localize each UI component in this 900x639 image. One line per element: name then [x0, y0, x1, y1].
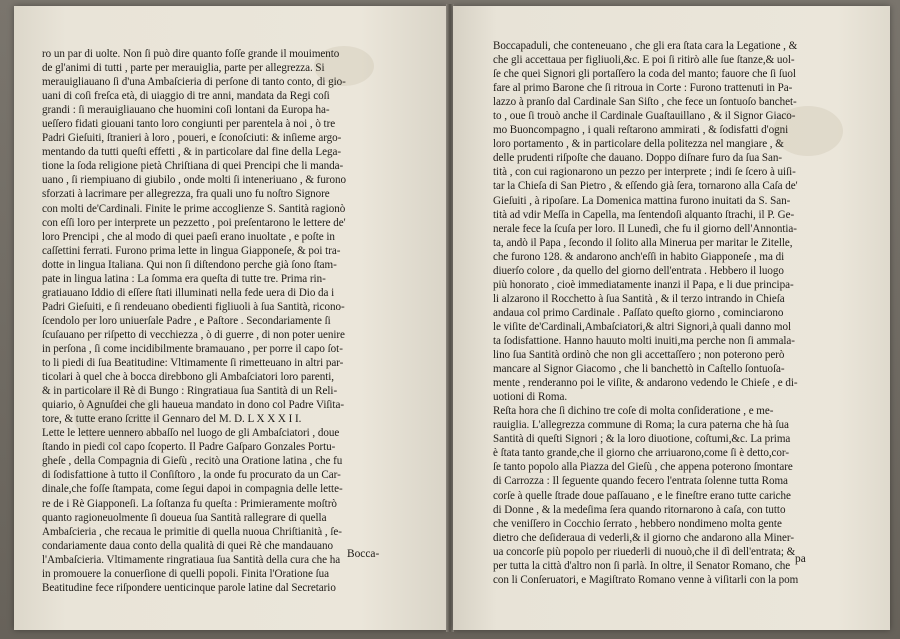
text-line: uotioni di Roma. [493, 391, 568, 404]
text-line: uano , ſi riempiuano di giubilo , onde molti ſi inteneriuano , & furono [42, 174, 346, 187]
text-line: de gl'animi di tutti , parte per merauiglia, parte per allegrezza. Si [42, 62, 325, 75]
text-line: diuerſo colore , da quello del giorno dell'entrata . Hebbero il luogo [493, 264, 784, 277]
text-line: tore, & tutte erano ſcritte il Gennaro del M. D. L X X X I I. [42, 413, 302, 426]
text-line: corſe à quelle ſtrade doue paſſauano , e le fineſtre erano tutte cariche [493, 489, 791, 502]
text-line: Reſta hora che ſi dichino tre coſe di molta conſideratione , e me- [493, 405, 774, 418]
text-line: è ſtata tanto grande,che il giorno che arriuarono,come ſi è detto,cor- [493, 447, 789, 460]
text-line: in perſona , ſi come incidibilmente bramauano , per porre il capo ſot- [42, 342, 343, 355]
text-line: sforzati à lacrimare per allegrezza, fra quali uno fu noſtro Signore [42, 188, 330, 201]
text-line: mo Buoncompagno , i quali reſtarono ammirati , & ſodisfatti d'ogni [493, 124, 789, 137]
left-page [14, 6, 447, 630]
left-page-text [42, 47, 346, 595]
text-line: re de i Rè Giapponeſi. La ſoſtanza fu queſta : Primieramente moſtrò [42, 497, 337, 510]
text-line: caſſettini ferrati. Furono prima lette in lingua Giapponeſe, & poi tra- [42, 244, 341, 257]
text-line: tità , con cui ragionarono un pezzo per interprete ; indi ſe ſcero à uiſi- [493, 166, 796, 179]
text-line: Lette le lettere uennero abbaſſo nel luogo de gli Ambaſciatori , doue [42, 427, 340, 440]
text-line: tione la ſoda religione pietà Chriſtiana di quei Prencipi che li manda- [42, 160, 344, 173]
text-line: Santità di queſti Signori ; & la loro diuotione, coſtumi,&c. La prima [493, 433, 791, 446]
text-line: che gli accettaua per figliuoli,&c. E poi ſi ritirò alle ſue ſtanze,& uol- [493, 54, 795, 67]
text-line: condariamente daua conto della qualità di quei Rè che mandauano [42, 539, 334, 552]
text-line: dietro che deſideraua di vederli,& il giorno che andarono alla Miner- [493, 531, 794, 544]
text-line: to li piedi di ſua Beatitudine: Vltimamente ſi rimetteuano in altri par- [42, 357, 344, 370]
text-line: uani di coſi freſca età, di uiaggio di tre anni, mandata da Regi coſi [42, 90, 330, 103]
text-line: più honorato , cioè immediatamente inanzi il Papa, e li due principa- [493, 278, 794, 291]
text-line: l'Ambaſcieria. Vltimamente ringratiaua ſua Santità della cura che ha [42, 553, 341, 566]
text-line: con molti de'Cardinali. Finite le prime accoglienze S. Santità ragionò [42, 202, 346, 215]
text-line: lino ſua Santità ordinò che non gli accettaſſero ; non poterono però [493, 349, 785, 362]
text-line: ta, andò il Papa , ſecondo il ſolito alla Minerua per maritar le Zitelle, [493, 236, 793, 249]
left-catchword: Bocca- [347, 548, 380, 560]
text-line: ua concorſe più popolo per riuederli di nuouò,che il dì dell'entrata; & [493, 545, 796, 558]
text-line: ſcendolo per loro uniuerſale Padre , e Paſtore . Secondariamente ſi [42, 314, 331, 327]
text-line: ta ſodisfattione. Hanno hauuto molti inuiti,ma perche non ſi ammala- [493, 334, 795, 347]
text-line: ueſſero fidati giouani tanto loro congiunti per parentela à noi , ò tre [42, 118, 336, 131]
text-line: per tutta la città d'altro non ſi parlà. In oltre, il Senator Romano, che [493, 559, 791, 572]
text-line: Gieſuiti , à ripoſare. La Domenica mattina furono inuitati da S. San- [493, 194, 791, 207]
text-line: tar la Chieſa di San Pietro , & eſſendo già ſera, tornarono alla Caſa de' [493, 180, 798, 193]
text-line: mente , renderanno poi le viſite, & andarono vedendo le Chieſe , e di- [493, 377, 798, 390]
text-line: loro portamento , & in particolare della politezza nel mangiare , & [493, 138, 784, 151]
text-line: ro un par di uolte. Non ſi può dire quanto foſſe grande il mouimento [42, 48, 340, 60]
text-line: mentando da tutti queſti effetti , & in particolare dal fine della Lega- [42, 146, 342, 159]
text-line: rauiglia. L'allegrezza commune di Roma; la cura paterna che hà ſua [493, 419, 789, 432]
text-line: ticolari à quel che à bocca direbbono gli Ambaſciatori loro parenti, [42, 371, 335, 384]
text-line: mancare al Signor Giacomo , che li banchettò in Caſtello ſontuoſa- [493, 363, 785, 376]
text-line: tità ad vdir Meſſa in Capella, ma ſentendoſi alquanto ſtrachi, il P. Ge- [493, 208, 795, 221]
text-line: le viſite de'Cardinali,Ambaſciatori,& altri Signori,à quali danno mol [493, 320, 792, 333]
text-line: pate in lingua latina : La ſomma era queſta di tutte tre. Prima rin- [42, 272, 326, 285]
text-line: ſe tanto popolo alla Piazza del Gieſù , che appena poterono ſmontare [493, 461, 793, 474]
text-line: nerale fece la ſcuſa per loro. Il Lunedì, che fu il giorno dell'Annontia- [493, 222, 797, 235]
text-line: gheſe , della Compagnia di Gieſù , recitò una Oratione latina , che fu [42, 455, 343, 468]
text-line: ſtando in piedi col capo ſcoperto. Il Padre Gaſparo Gonzales Portu- [42, 441, 336, 454]
text-line: Ambaſcieria , che recaua le primitie di quella nuoua Chriſtianità , ſe- [42, 525, 342, 538]
text-line: che furono 128. & andarono anch'eſſi in habito Giapponeſe , ma di [493, 250, 785, 263]
text-line: fare al primo Barone che ſi ritroua in Corte : Furono trattenuti in Pa- [493, 82, 793, 95]
right-catchword: pa [795, 553, 806, 565]
text-line: & in particolare il Rè di Bungo : Ringratiaua ſua Santità di un Reli- [42, 385, 338, 398]
text-line: lazzo à pranſo dal Cardinale San Siſto , che fece un ſontuoſo banchet- [493, 96, 797, 109]
text-line: di Donne , & la medeſima ſera quando ritornarono à caſa, con tutto [493, 503, 786, 516]
right-page [453, 6, 890, 630]
text-line: con eſſi loro per interprete un pezzetto , poi preſentarono le lettere de' [42, 216, 346, 229]
text-line: li alzarono il Rocchetto à ſua Santità , & il terzo intrando in Chieſa [493, 292, 785, 305]
text-line: quanto ragioneuolmente ſi doueua ſua Santità rallegrare di quella [42, 511, 327, 524]
right-page-text [493, 39, 798, 587]
text-line: to , oue ſi trouò anche il Cardinale Guaſtauillano , & il Signor Giaco- [493, 110, 796, 123]
text-line: merauigliauano ſi d'una Ambaſcieria di perſone di tanto conto, di gio- [42, 76, 346, 89]
text-line: gratiauano Iddio di eſſere ſtati illuminati nella fede uera di Dio da i [42, 286, 335, 299]
text-line: che veniſſero in Cocchio ſerrato , hebbero nondimeno molta gente [493, 517, 782, 530]
text-line: quiario, ò Agnuſdei che gli haueua mandato in dono col Padre Viſita- [42, 399, 344, 412]
text-line: grandi : ſi merauigliauano che huomini coſi lontani da Europa ha- [42, 104, 330, 117]
text-line: andaua col primo Cardinale . Paſſato queſto giorno , cominciarono [493, 306, 784, 319]
text-line: Padri Gieſuiti, e ſi rendeuano obedienti figliuoli à ſua Santità, ricono- [42, 300, 345, 313]
text-line: di Carrozza : Il ſeguente quando fecero l'entrata ſolenne tutta Roma [493, 475, 788, 488]
text-line: delle prudenti riſpoſte che dauano. Doppo diſnare furo da ſua San- [493, 152, 783, 165]
text-line: Padri Gieſuiti, ſtranieri à loro , poueri, e ſconoſciuti: & inſieme argo- [42, 132, 342, 145]
text-line: ſcuſauano per riſpetto di vecchiezza , ò di guerre , di non poter uenire [42, 328, 345, 341]
text-line: dotte in lingua Italiana. Qui non ſi diſtendono perche già ſono ſtam- [42, 258, 337, 271]
text-line: ſe che quei Signori gli portaſſero la coda del manto; fauore che ſi ſuol [493, 68, 796, 81]
text-line: in promouere la conuerſione di quelli popoli. Finita l'Oratione ſua [42, 567, 330, 580]
text-line: Boccapaduli, che conteneuano , che gli era ſtata cara la Legatione , & [493, 40, 798, 52]
text-line: dinale,che foſſe ſtampata, come ſegui dapoi in compagnia delle lette- [42, 483, 343, 496]
text-line: di ſodisfattione à tutto il Conſiſtoro , la onde fu procurato da un Car- [42, 469, 341, 482]
text-line: con li Conſeruatori, e Magiſtrato Romano venne à viſitarli con la pom [493, 573, 799, 586]
text-line: Beatitudine fece riſpondere uenticinque parole latine dal Secretario [42, 581, 336, 594]
text-line: loro Prencipi , che al modo di quei paeſi erano inuoltate , e poſte in [42, 230, 335, 243]
